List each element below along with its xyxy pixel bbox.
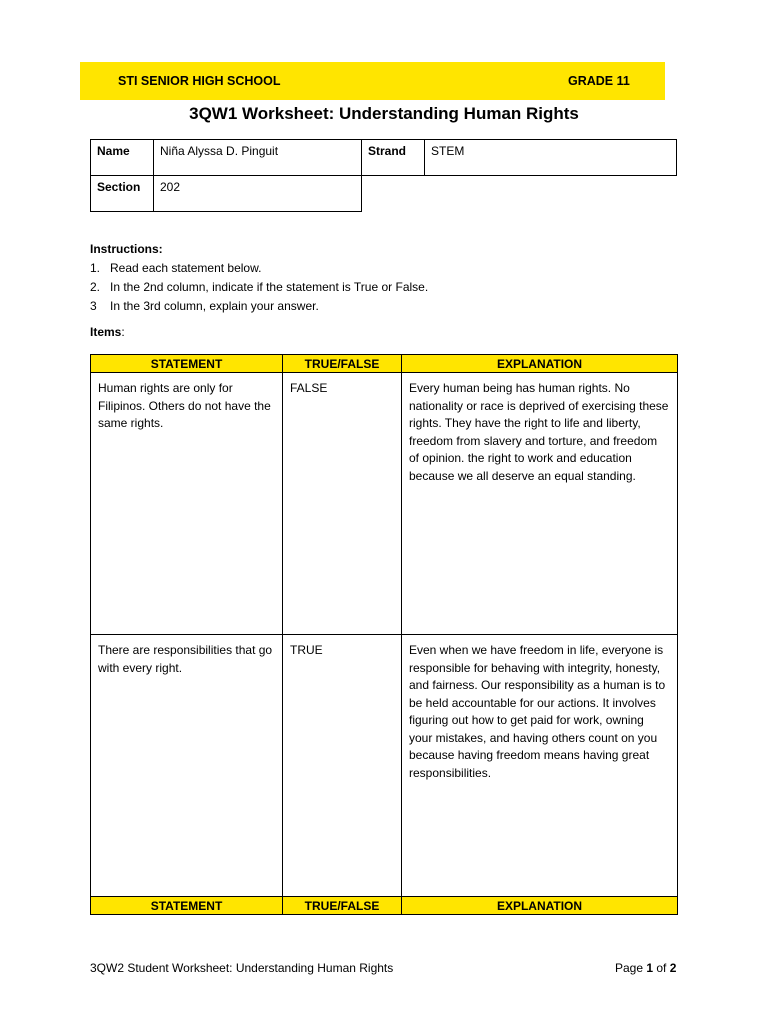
instruction-item <box>90 297 428 316</box>
items-label <box>90 325 125 339</box>
column-header-true-false: TRUE/FALSE <box>283 355 402 373</box>
column-footer-statement: STATEMENT <box>91 897 283 915</box>
header-banner <box>80 62 665 100</box>
statements-table <box>90 354 678 915</box>
column-footer-true-false: TRUE/FALSE <box>283 897 402 915</box>
instruction-text: In the 2nd column, indicate if the statement is True or False. <box>110 280 429 294</box>
statement-cell: Human rights are only for Filipinos. Others do not have the same rights. <box>91 373 283 635</box>
page-prefix: Page <box>615 961 647 975</box>
instruction-text: Read each statement below. <box>110 261 262 275</box>
instructions <box>90 240 428 316</box>
student-info-table <box>90 139 677 212</box>
column-footer-explanation: EXPLANATION <box>402 897 678 915</box>
explanation-cell[interactable]: Even when we have freedom in life, everyone is responsible for behaving with integrity, honesty, and fairness. Our responsibility as a human is to be held accountable for our actions. It involves figuring out how to get paid for work, owning your mistakes, and having others count on you because having freedom means having great responsibilities. <box>402 635 678 897</box>
items-label-text: Items <box>90 325 122 339</box>
table-row <box>91 635 678 897</box>
section-label: Section <box>91 176 154 212</box>
items-colon: : <box>121 325 125 339</box>
answer-cell[interactable]: TRUE <box>283 635 402 897</box>
footer-title: 3QW2 Student Worksheet: Understanding Human Rights <box>90 961 394 975</box>
strand-label: Strand <box>362 140 425 176</box>
section-field[interactable]: 202 <box>154 176 362 212</box>
instructions-heading: Instructions: <box>90 242 163 256</box>
page-number <box>615 961 676 975</box>
name-label: Name <box>91 140 154 176</box>
grade-level: GRADE 11 <box>568 74 630 88</box>
instruction-number: 2. <box>90 280 101 294</box>
table-header-row <box>91 355 678 373</box>
page-current: 1 <box>646 961 654 975</box>
answer-cell[interactable]: FALSE <box>283 373 402 635</box>
table-footer-row <box>91 897 678 915</box>
instruction-item <box>90 278 428 297</box>
worksheet-title: 3QW1 Worksheet: Understanding Human Rights <box>189 104 579 123</box>
table-row <box>91 373 678 635</box>
instruction-item <box>90 259 428 278</box>
instruction-text: In the 3rd column, explain your answer. <box>110 299 319 313</box>
name-field[interactable]: Niña Alyssa D. Pinguit <box>154 140 362 176</box>
instruction-number: 3 <box>90 299 97 313</box>
explanation-cell[interactable]: Every human being has human rights. No nationality or race is deprived of exercising these rights. They have the right to life and liberty, freedom from slavery and torture, and freedom of opinion. the right to work and education because we all deserve an equal standing. <box>402 373 678 635</box>
strand-field[interactable]: STEM <box>425 140 677 176</box>
instruction-number: 1. <box>90 261 101 275</box>
blank-cell <box>362 176 677 212</box>
page-of: of <box>653 961 670 975</box>
column-header-statement: STATEMENT <box>91 355 283 373</box>
column-header-explanation: EXPLANATION <box>402 355 678 373</box>
school-name: STI SENIOR HIGH SCHOOL <box>118 74 281 88</box>
statement-cell: There are responsibilities that go with every right. <box>91 635 283 897</box>
page-total: 2 <box>669 961 677 975</box>
